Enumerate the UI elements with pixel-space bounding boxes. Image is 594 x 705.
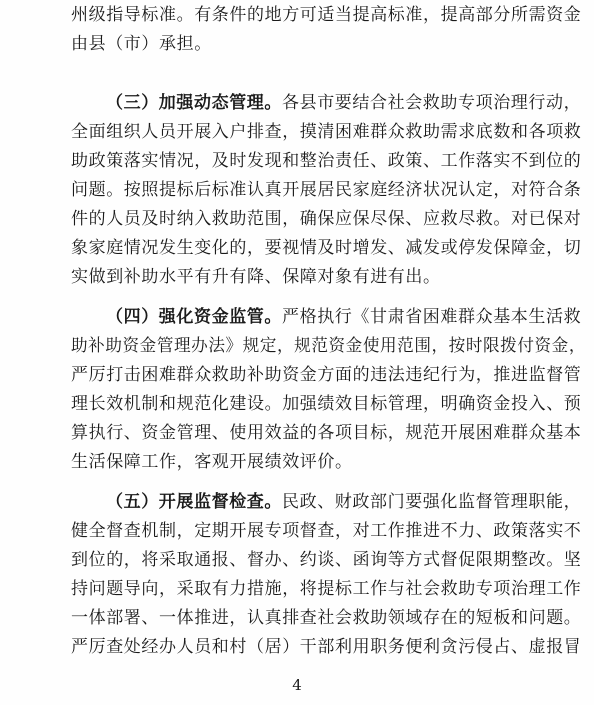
section-heading: （三）加强动态管理。 [106, 93, 282, 113]
text-run: 严厉打击困难群众救助补助资金方面的违法违纪行为，推进监督管 [71, 365, 582, 385]
text-line [71, 636, 586, 658]
text-line [71, 549, 586, 571]
text-run: 算执行、资金管理、使用效益的各项目标，规范开展困难群众基本 [71, 423, 582, 443]
section-heading: （四）强化资金监管。 [106, 307, 282, 327]
text-run: 助政策落实情况，及时发现和整治责任、政策、工作落实不到位的 [71, 151, 582, 171]
text-line [71, 364, 586, 386]
text-line [71, 33, 586, 55]
text-run: 到位的，将采取通报、督办、约谈、函询等方式督促限期整改。坚 [71, 550, 582, 570]
text-run: 一体部署、一体推进，认真排查社会救助领域存在的短板和问题。 [71, 608, 582, 628]
text-line [71, 335, 587, 357]
text-run: 州级指导标准。有条件的地方可适当提高标准，提高部分所需资金 [71, 5, 582, 25]
text-line [71, 179, 586, 201]
text-run: 实做到补助水平有升有降、保障对象有进有出。 [71, 267, 441, 287]
text-run: 持问题导向，采取有力措施，将提标工作与社会救助专项治理工作 [71, 579, 582, 599]
text-run: 象家庭情况发生变化的，要视情及时增发、减发或停发保障金，切 [71, 238, 582, 258]
text-line [106, 92, 586, 114]
text-run: 问题。按照提标后标准认真开展居民家庭经济状况认定，对符合条 [71, 180, 582, 200]
text-run: 健全督查机制，定期开展专项督查，对工作推进不力、政策落实不 [71, 521, 582, 541]
text-line [71, 393, 586, 415]
text-run: 助补助资金管理办法》规定，规范资金使用范围，按时限拨付资金， [71, 336, 587, 356]
text-run: 严格执行《甘肃省困难群众基本生活救 [282, 307, 582, 327]
text-run: 生活保障工作，客观开展绩效评价。 [71, 452, 353, 472]
text-line [71, 208, 586, 230]
text-line [71, 4, 586, 26]
text-run: 民政、财政部门要强化监督管理职能， [282, 492, 582, 512]
text-line [71, 121, 586, 143]
text-line [71, 578, 586, 600]
text-line [71, 150, 586, 172]
text-line [71, 422, 586, 444]
section-heading: （五）开展监督检查。 [106, 492, 282, 512]
text-line [71, 607, 586, 629]
text-run: 全面组织人员开展入户排查，摸清困难群众救助需求底数和各项救 [71, 122, 582, 142]
text-line [71, 237, 586, 259]
text-run: 严厉查处经办人员和村（居）干部利用职务便利贪污侵占、虚报冒 [71, 637, 582, 657]
text-run: 件的人员及时纳入救助范围，确保应保尽保、应救尽救。对已保对 [71, 209, 582, 229]
page-number: 4 [292, 676, 302, 694]
text-run: 理长效机制和规范化建设。加强绩效目标管理，明确资金投入、预 [71, 394, 582, 414]
text-line [71, 520, 586, 542]
text-line [106, 306, 586, 328]
text-run: 各县市要结合社会救助专项治理行动， [282, 93, 582, 113]
text-line [71, 266, 586, 288]
text-line [106, 491, 586, 513]
text-line [71, 451, 586, 473]
text-run: 由县（市）承担。 [71, 34, 212, 54]
